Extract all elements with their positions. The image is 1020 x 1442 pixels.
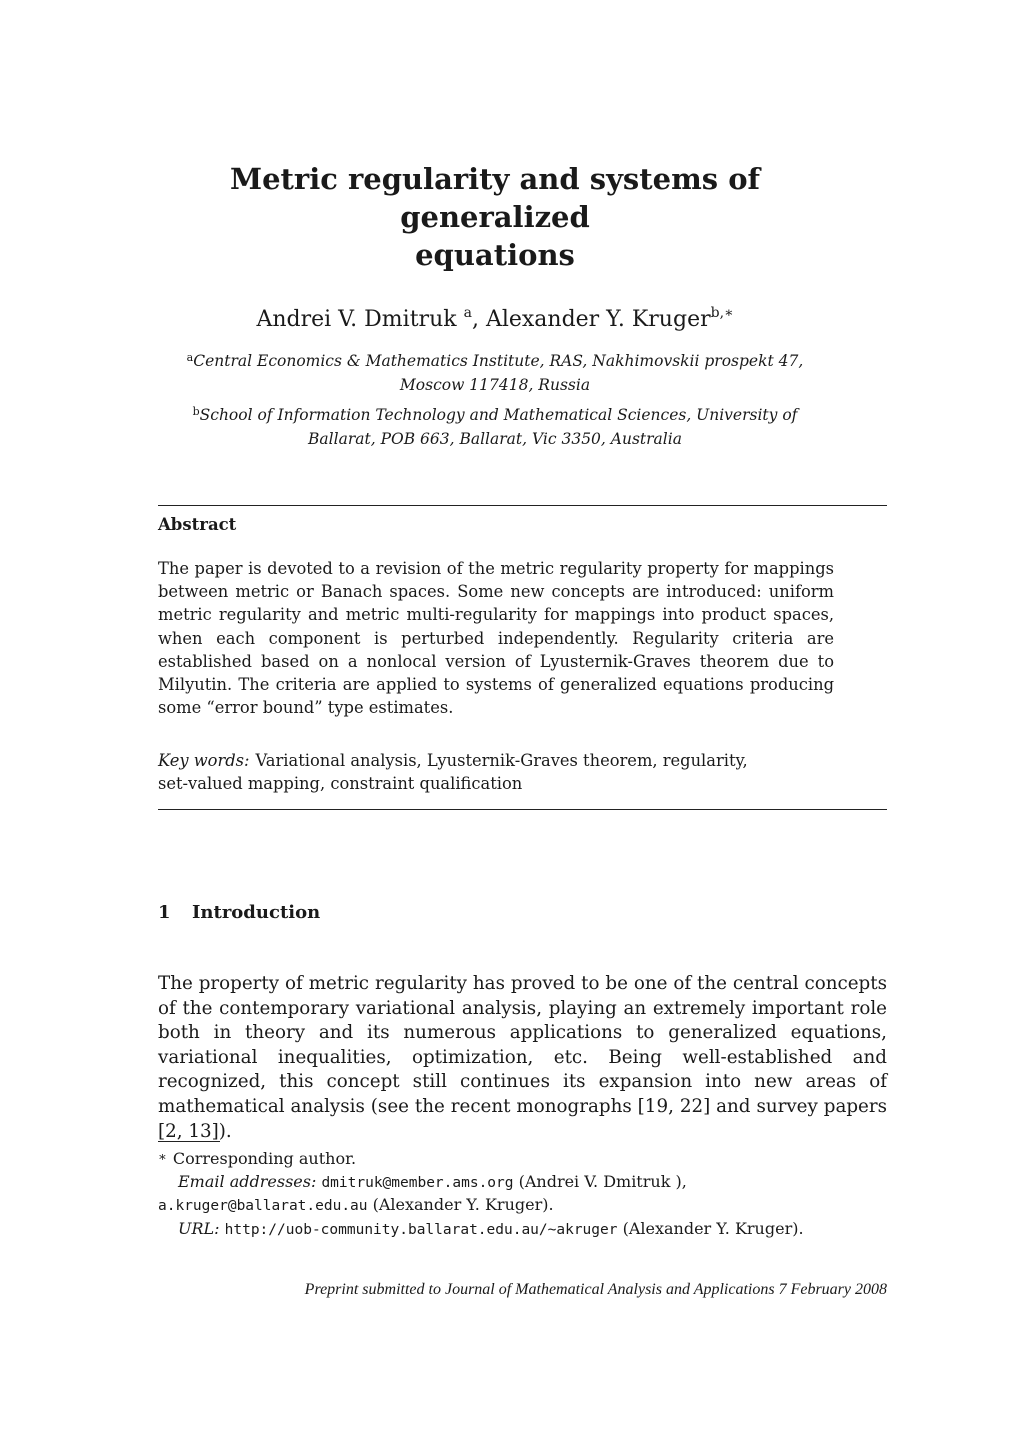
url-link[interactable]: http://uob-community.ballarat.edu.au/~akruger (224, 1221, 618, 1238)
url-owner: (Alexander Y. Kruger). (622, 1218, 804, 1238)
email-link[interactable]: dmitruk@member.ams.org (321, 1174, 514, 1191)
email-owner: (Andrei V. Dmitruk ), (518, 1171, 687, 1191)
footnote-rule (158, 1141, 220, 1142)
abstract-heading: Abstract (158, 515, 237, 534)
author-name: Alexander Y. Kruger (485, 307, 711, 332)
footnote-mark: ∗ (158, 1150, 167, 1165)
title-line-2: equations (415, 238, 575, 272)
keywords-line: set-valued mapping, constraint qualification (158, 774, 523, 793)
section-number: 1 (158, 902, 171, 923)
affiliation-mark: a (186, 351, 194, 364)
affiliation-b (150, 400, 840, 451)
abstract-top-rule (158, 505, 887, 506)
affiliation-mark: a (463, 305, 472, 321)
intro-paragraph: The property of metric regularity has proved to be one of the central concepts of the contemporary variational analysis, playing an extremely important role both in theory and its numerous applications to generalized equations, variational inequalities, optimization, etc. Being well-established and recognized, this concept still continues its expansion into new areas of mathematical analysis (see the recent monographs [19, 22] and survey papers [2, 13]). (158, 973, 887, 1142)
url-label: URL: (178, 1218, 220, 1238)
author-list (150, 298, 840, 335)
affiliation-line: Ballarat, POB 663, Ballarat, Vic 3350, Australia (308, 430, 682, 448)
affiliation-mark: b,∗ (710, 305, 734, 321)
affiliation-line: Central Economics & Mathematics Institute, RAS, Nakhimovskii prospekt 47, (193, 352, 804, 370)
affiliation-a (150, 346, 840, 397)
email-owner: (Alexander Y. Kruger). (372, 1195, 554, 1214)
email-label: Email addresses: (178, 1171, 317, 1191)
keywords-label: Key words: (158, 751, 250, 770)
email-link[interactable]: a.kruger@ballarat.edu.au (158, 1198, 368, 1214)
affiliation-line: School of Information Technology and Mathematical Sciences, University of (199, 406, 798, 424)
abstract-text: The paper is devoted to a revision of the metric regularity property for mappings between metric or Banach spaces. Some new concepts are introduced: uniform metric regularity and metric multi-regularity for mappings into product spaces, when each component is perturbed independently. Regularity criteria are established based on a nonlocal version of Lyusternik-Graves theorem due to Milyutin. The criteria are applied to systems of generalized equations producing some “error bound” type estimates. (158, 559, 834, 718)
title-line-1: Metric regularity and systems of generalized (229, 162, 761, 234)
corresponding-author: Corresponding author. (172, 1149, 357, 1168)
author-separator: , (471, 307, 486, 332)
keywords (158, 749, 834, 795)
section-title: Introduction (192, 902, 321, 923)
affiliation-mark: b (192, 405, 200, 418)
paper-title (150, 160, 840, 274)
footnote (158, 1147, 887, 1241)
abstract-bottom-rule (158, 809, 887, 810)
author-name: Andrei V. Dmitruk (256, 307, 457, 332)
section-heading (158, 902, 320, 923)
keywords-line: Variational analysis, Lyusternik-Graves theorem, regularity, (255, 751, 748, 770)
affiliation-line: Moscow 117418, Russia (399, 376, 591, 394)
preprint-notice: Preprint submitted to Journal of Mathematical Analysis and Applications 7 February 2008 (304, 1281, 887, 1298)
